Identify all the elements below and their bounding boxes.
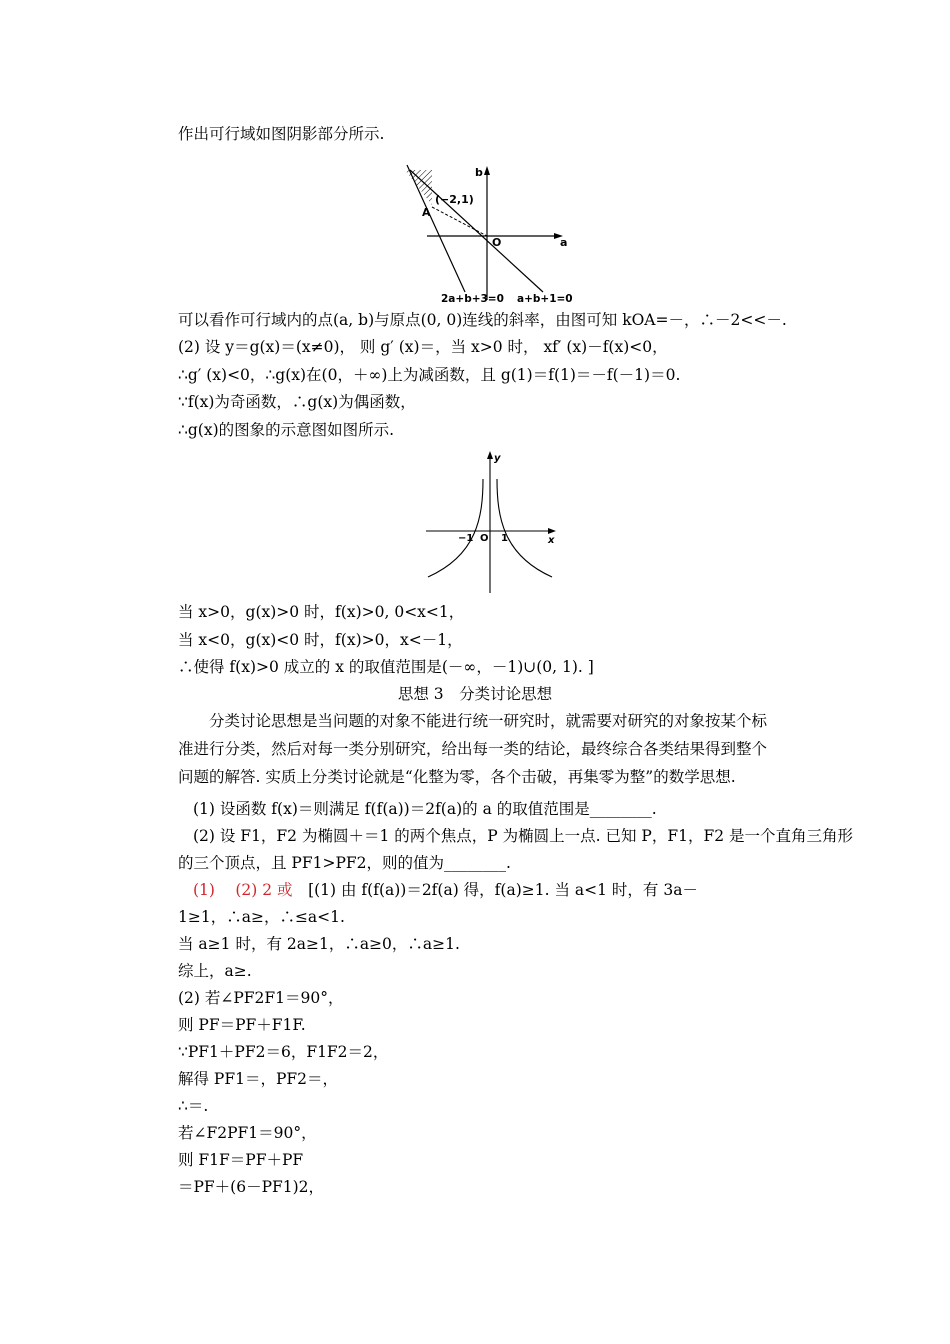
y-label: y [494,453,501,464]
text-line: 若∠F2PF1＝90°， [178,1124,317,1142]
dashed-oa [432,207,487,236]
text-line: ∴＝. [178,1097,209,1115]
question-2-cont: 的三个顶点，且 PF1>PF2，则的值为________. [178,854,511,872]
b-axis-arrow [484,166,490,175]
text-line: 可以看作可行域内的点(a, b)与原点(0, 0)连线的斜率，由图可知 kOA=－，∴－2<<－. [178,311,787,329]
text-line: 综上，a≥. [178,962,252,980]
feasible-region-figure [395,150,580,305]
text-line: 则 PF＝PF＋F1F. [178,1016,306,1034]
answer-red: (1) (2) 2 或 [193,881,293,899]
section-heading: 思想 3 分类讨论思想 [397,685,553,703]
curve-right [497,479,552,577]
curve-left [428,479,483,577]
line-2a-b-3 [407,165,465,292]
text-line: 作出可行域如图阴影部分所示. [178,125,385,143]
answer-rest: [(1) 由 f(f(a))＝2f(a) 得，f(a)≥1. 当 a<1 时，有 3a－ [292,881,698,899]
a-label: a [560,236,568,249]
text-line: ∵f(x)为奇函数，∴g(x)为偶函数， [178,393,416,411]
paragraph: 分类讨论思想是当问题的对象不能进行统一研究时，就需要对研究的对象按某个标准进行分类，然后对每一类分别研究，给出每一类的结论，最终综合各类结果得到整个问题的解答. 实质上分类讨论就是“化整为零，各个击破，再集零为整”的数学思想. [178,712,768,786]
line2-label: a+b+1=0 [517,293,573,305]
question-2: (2) 设 F1，F2 为椭圆＋＝1 的两个焦点，P 为椭圆上一点. 已知 P，F1，F2 是一个直角三角形 [193,827,853,845]
point-label: (−2,1) [435,193,474,206]
text-line: ∴g(x)的图象的示意图如图所示. [178,421,395,439]
text-line: (2) 若∠PF2F1＝90°， [178,989,344,1007]
text-line: 当 x>0，g(x)>0 时，f(x)>0, 0<x<1， [178,603,465,621]
g-function-figure [422,447,562,595]
answer-line [193,880,698,900]
text-line: 1≥1，∴a≥，∴≤a<1. [178,908,345,926]
text-line: 当 a≥1 时，有 2a≥1，∴a≥0，∴a≥1. [178,935,460,953]
A-label: A [422,206,431,219]
text-line: 则 F1F＝PF＋PF [178,1151,304,1169]
text-line: ∵PF1＋PF2＝6，F1F2＝2， [178,1043,389,1061]
one-label: 1 [501,533,508,544]
text-line: 当 x<0，g(x)<0 时，f(x)>0，x<－1， [178,631,463,649]
text-line: (2) 设 y＝g(x)＝(x≠0)， 则 g′ (x)＝，当 x>0 时， xf′ (x)－f(x)<0， [178,338,668,356]
b-label: b [475,166,483,179]
text-line: ＝PF＋(6－PF1)2， [178,1178,325,1196]
x-axis-arrow [548,528,556,534]
text-line: ∴使得 f(x)>0 成立的 x 的取值范围是(－∞，－1)∪(0, 1). ] [178,658,594,676]
o-label: O [492,236,502,249]
question-1: (1) 设函数 f(x)＝则满足 f(f(a))＝2f(a)的 a 的取值范围是________. [193,800,657,818]
text-line: ∴g′ (x)<0，∴g(x)在(0，＋∞)上为减函数，且 g(1)＝f(1)＝－f(－1)＝0. [178,366,681,384]
shaded-region [405,170,432,205]
text-line: 解得 PF1＝，PF2＝， [178,1070,339,1088]
y-axis-arrow [487,451,493,459]
x-label: x [548,535,555,546]
neg1-label: −1 [458,533,474,544]
o-label: O [480,533,489,544]
line1-label: 2a+b+3=0 [441,293,504,305]
